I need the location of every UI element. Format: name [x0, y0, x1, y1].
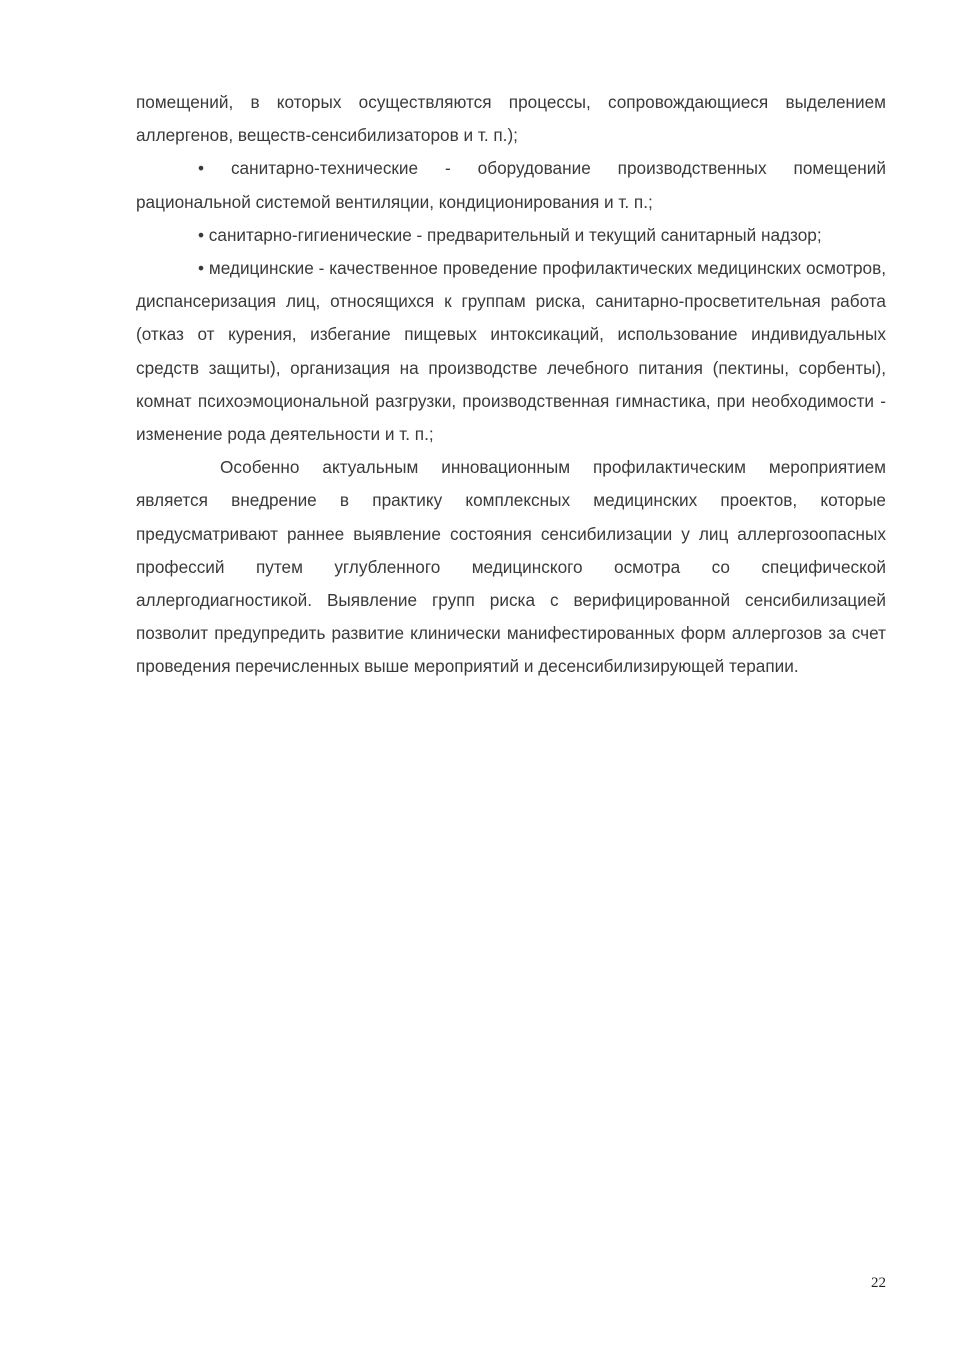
bullet-sanitary-technical: • санитарно-технические - оборудование производственных помещений рациональной системой вентиляции, кондиционирования и т. п.;	[136, 158, 886, 212]
paragraph-innovative-measures: Особенно актуальным инновационным профилактическим мероприятием является внедрение в практику комплексных медицинских проектов, которые предусматривают раннее выявление состояния сенсибилизации у лиц аллергозоопасных профессий путем углубленного медицинского осмотра со специфической аллергодиагностикой. Выявление групп риска с верифицированной сенсибилизацией позволит предупредить развитие клинически манифестированных форм аллергозов за счет проведения перечисленных выше мероприятий и десенсибилизирующей терапии.	[136, 457, 886, 677]
page-number: 22	[871, 1275, 886, 1291]
body-text	[136, 86, 886, 684]
paragraph-continuation: помещений, в которых осуществляются процессы, сопровождающиеся выделением аллергенов, веществ-сенсибилизаторов и т. п.);	[136, 92, 886, 146]
bullet-medical: • медицинские - качественное проведение профилактических медицинских осмотров, диспансеризация лиц, относящихся к группам риска, санитарно-просветительная работа (отказ от курения, избегание пищевых интоксикаций, использование индивидуальных средств защиты), организация на производстве лечебного питания (пектины, сорбенты), комнат психоэмоциональной разгрузки, производственная гимнастика, при необходимости - изменение рода деятельности и т. п.;	[136, 258, 886, 445]
bullet-sanitary-hygienic: • санитарно-гигиенические - предварительный и текущий санитарный надзор;	[198, 224, 822, 245]
